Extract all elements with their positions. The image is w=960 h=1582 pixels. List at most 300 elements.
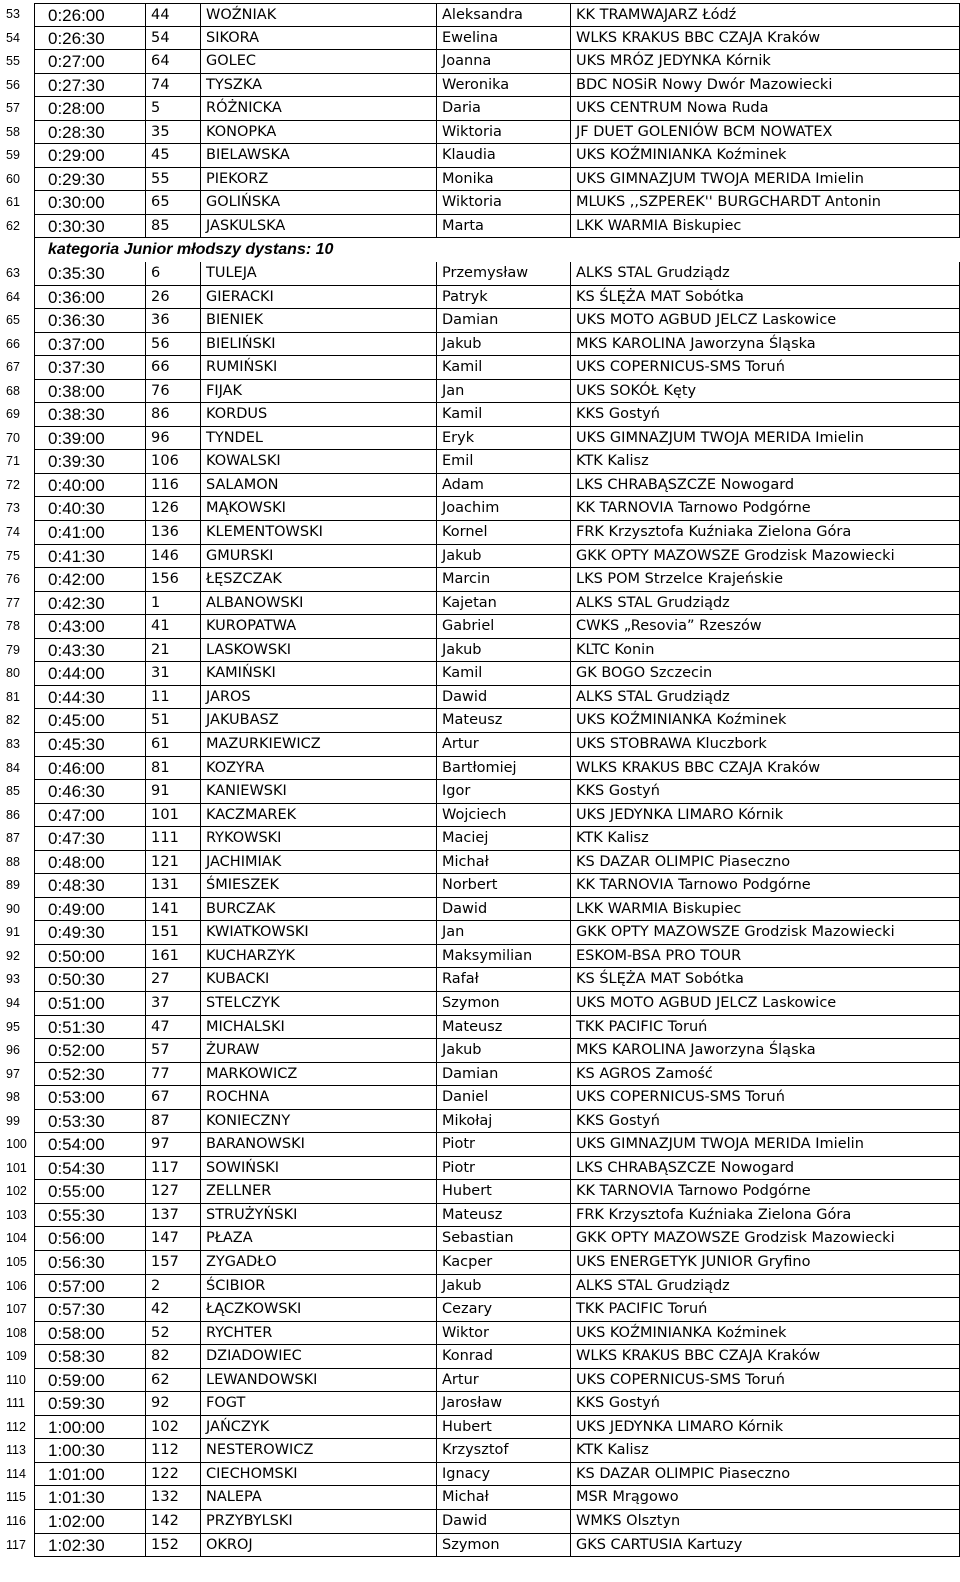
surname-cell: KUBACKI	[200, 968, 436, 991]
table-row	[0, 1486, 960, 1510]
row-cells	[34, 1110, 960, 1134]
table-row	[0, 1392, 960, 1416]
start-time-cell: 0:40:30	[48, 499, 105, 519]
bib-number-cell: 102	[145, 1416, 200, 1439]
start-time-cell: 0:49:30	[48, 923, 105, 943]
club-cell: GKS CARTUSIA Kartuzy	[570, 1534, 960, 1557]
start-time-cell: 0:37:30	[48, 358, 105, 378]
club-cell: KK TARNOVIA Tarnowo Podgórne	[570, 497, 960, 520]
row-cells	[34, 992, 960, 1016]
start-time-cell: 0:36:30	[48, 311, 105, 331]
row-number: 77	[6, 595, 20, 610]
row-cells	[34, 592, 960, 616]
row-number: 61	[6, 195, 20, 210]
bib-number-cell: 156	[145, 568, 200, 591]
surname-cell: MARKOWICZ	[200, 1063, 436, 1086]
surname-cell: JASKULSKA	[200, 215, 436, 238]
start-time-cell: 0:30:30	[48, 216, 105, 236]
row-cells	[34, 215, 960, 239]
bib-number-cell: 27	[145, 968, 200, 991]
surname-cell: ŚCIBIOR	[200, 1275, 436, 1298]
first-name-cell: Klaudia	[436, 144, 570, 167]
club-cell: TKK PACIFIC Toruń	[570, 1016, 960, 1039]
club-cell: UKS COPERNICUS-SMS Toruń	[570, 356, 960, 379]
row-cells	[34, 27, 960, 51]
start-time-cell: 0:38:00	[48, 381, 105, 401]
bib-number-cell: 85	[145, 215, 200, 238]
table-row	[0, 1204, 960, 1228]
club-cell: KS AGROS Zamość	[570, 1063, 960, 1086]
club-cell: MKS KAROLINA Jaworzyna Śląska	[570, 333, 960, 356]
surname-cell: KAMIŃSKI	[200, 662, 436, 685]
club-cell: KKS Gostyń	[570, 1110, 960, 1133]
club-cell: KTK Kalisz	[570, 827, 960, 850]
first-name-cell: Jakub	[436, 639, 570, 662]
first-name-cell: Hubert	[436, 1180, 570, 1203]
start-time-cell: 0:26:30	[48, 28, 105, 48]
row-cells	[34, 1486, 960, 1510]
bib-number-cell: 52	[145, 1322, 200, 1345]
club-cell: LKS CHRABĄSZCZE Nowogard	[570, 474, 960, 497]
first-name-cell: Sebastian	[436, 1227, 570, 1250]
row-number: 113	[6, 1443, 26, 1458]
surname-cell: KORDUS	[200, 403, 436, 426]
club-cell: UKS MRÓZ JEDYNKA Kórnik	[570, 50, 960, 73]
surname-cell: NESTEROWICZ	[200, 1439, 436, 1462]
row-number: 80	[6, 666, 20, 681]
row-number: 64	[6, 289, 20, 304]
row-cells	[34, 757, 960, 781]
surname-cell: KUROPATWA	[200, 615, 436, 638]
bib-number-cell: 106	[145, 450, 200, 473]
row-cells	[34, 144, 960, 168]
bib-number-cell: 54	[145, 27, 200, 50]
start-time-cell: 0:47:00	[48, 805, 105, 825]
club-cell: LKS POM Strzelce Krajeńskie	[570, 568, 960, 591]
club-cell: WMKS Olsztyn	[570, 1510, 960, 1533]
club-cell: ESKOM-BSA PRO TOUR	[570, 945, 960, 968]
bib-number-cell: 45	[145, 144, 200, 167]
first-name-cell: Jakub	[436, 333, 570, 356]
row-cells	[34, 1275, 960, 1299]
club-cell: KK TRAMWAJARZ Łódź	[570, 4, 960, 26]
row-number: 108	[6, 1325, 27, 1340]
club-cell: GKK OPTY MAZOWSZE Grodzisk Mazowiecki	[570, 545, 960, 568]
club-cell: GKK OPTY MAZOWSZE Grodzisk Mazowiecki	[570, 921, 960, 944]
bib-number-cell: 44	[145, 4, 200, 26]
table-row	[0, 1439, 960, 1463]
start-time-cell: 0:39:30	[48, 452, 105, 472]
row-cells	[34, 1439, 960, 1463]
rows-women	[0, 3, 960, 238]
row-number: 104	[6, 1231, 27, 1246]
table-row	[0, 1086, 960, 1110]
surname-cell: MICHALSKI	[200, 1016, 436, 1039]
table-row	[0, 191, 960, 215]
row-number: 66	[6, 336, 20, 351]
bib-number-cell: 51	[145, 709, 200, 732]
row-number: 85	[6, 784, 20, 799]
table-row	[0, 662, 960, 686]
first-name-cell: Mateusz	[436, 709, 570, 732]
table-row	[0, 3, 960, 27]
start-time-cell: 0:43:30	[48, 640, 105, 660]
first-name-cell: Dawid	[436, 898, 570, 921]
first-name-cell: Emil	[436, 450, 570, 473]
table-row	[0, 262, 960, 286]
surname-cell: LEWANDOWSKI	[200, 1369, 436, 1392]
row-number: 74	[6, 525, 20, 540]
bib-number-cell: 6	[145, 262, 200, 285]
first-name-cell: Joanna	[436, 50, 570, 73]
bib-number-cell: 67	[145, 1086, 200, 1109]
start-time-cell: 0:41:00	[48, 523, 105, 543]
start-time-cell: 0:47:30	[48, 829, 105, 849]
surname-cell: GOLEC	[200, 50, 436, 73]
rows-junior	[0, 262, 960, 1557]
table-row	[0, 1016, 960, 1040]
table-row	[0, 874, 960, 898]
row-number: 86	[6, 807, 20, 822]
bib-number-cell: 142	[145, 1510, 200, 1533]
first-name-cell: Adam	[436, 474, 570, 497]
first-name-cell: Ignacy	[436, 1463, 570, 1486]
category-label: kategoria Junior młodszy dystans: 10	[48, 241, 334, 259]
bib-number-cell: 122	[145, 1463, 200, 1486]
row-number: 75	[6, 548, 20, 563]
table-row	[0, 450, 960, 474]
surname-cell: KANIEWSKI	[200, 780, 436, 803]
table-row	[0, 709, 960, 733]
category-header-row	[0, 238, 960, 262]
start-time-cell: 0:29:00	[48, 146, 105, 166]
table-row	[0, 497, 960, 521]
first-name-cell: Jakub	[436, 1039, 570, 1062]
first-name-cell: Norbert	[436, 874, 570, 897]
start-time-cell: 0:29:30	[48, 169, 105, 189]
first-name-cell: Piotr	[436, 1133, 570, 1156]
row-number: 99	[6, 1113, 20, 1128]
row-cells	[34, 450, 960, 474]
surname-cell: WOŹNIAK	[200, 4, 436, 26]
surname-cell: SOWIŃSKI	[200, 1157, 436, 1180]
surname-cell: KONOPKA	[200, 121, 436, 144]
first-name-cell: Jakub	[436, 1275, 570, 1298]
row-cells	[34, 615, 960, 639]
surname-cell: ALBANOWSKI	[200, 592, 436, 615]
first-name-cell: Maciej	[436, 827, 570, 850]
row-cells	[34, 968, 960, 992]
surname-cell: KACZMAREK	[200, 804, 436, 827]
bib-number-cell: 157	[145, 1251, 200, 1274]
table-row	[0, 968, 960, 992]
table-row	[0, 1039, 960, 1063]
bib-number-cell: 92	[145, 1392, 200, 1415]
table-row	[0, 27, 960, 51]
bib-number-cell: 161	[145, 945, 200, 968]
bib-number-cell: 117	[145, 1157, 200, 1180]
club-cell: KTK Kalisz	[570, 1439, 960, 1462]
row-number: 82	[6, 713, 20, 728]
row-cells	[34, 1416, 960, 1440]
bib-number-cell: 81	[145, 757, 200, 780]
first-name-cell: Jarosław	[436, 1392, 570, 1415]
start-time-cell: 0:50:30	[48, 970, 105, 990]
first-name-cell: Kacper	[436, 1251, 570, 1274]
surname-cell: SIKORA	[200, 27, 436, 50]
first-name-cell: Maksymilian	[436, 945, 570, 968]
row-number: 68	[6, 383, 20, 398]
surname-cell: JAKUBASZ	[200, 709, 436, 732]
start-time-cell: 0:46:30	[48, 782, 105, 802]
bib-number-cell: 86	[145, 403, 200, 426]
club-cell: MKS KAROLINA Jaworzyna Śląska	[570, 1039, 960, 1062]
row-number: 97	[6, 1066, 20, 1081]
bib-number-cell: 136	[145, 521, 200, 544]
row-number: 91	[6, 925, 20, 940]
first-name-cell: Monika	[436, 168, 570, 191]
table-row	[0, 804, 960, 828]
start-time-cell: 0:59:00	[48, 1370, 105, 1390]
bib-number-cell: 37	[145, 992, 200, 1015]
row-cells	[34, 1039, 960, 1063]
table-row	[0, 1369, 960, 1393]
club-cell: KKS Gostyń	[570, 403, 960, 426]
start-time-cell: 0:52:00	[48, 1041, 105, 1061]
table-row	[0, 97, 960, 121]
start-time-cell: 0:27:30	[48, 75, 105, 95]
row-cells	[34, 521, 960, 545]
start-time-cell: 0:48:30	[48, 876, 105, 896]
club-cell: MLUKS ,,SZPEREK'' BURGCHARDT Antonin	[570, 191, 960, 214]
club-cell: LKS CHRABĄSZCZE Nowogard	[570, 1157, 960, 1180]
club-cell: WLKS KRAKUS BBC CZAJA Kraków	[570, 27, 960, 50]
table-row	[0, 1298, 960, 1322]
table-row	[0, 615, 960, 639]
club-cell: UKS MOTO AGBUD JELCZ Laskowice	[570, 992, 960, 1015]
first-name-cell: Mateusz	[436, 1016, 570, 1039]
first-name-cell: Dawid	[436, 1510, 570, 1533]
first-name-cell: Jan	[436, 380, 570, 403]
row-cells	[34, 1534, 960, 1558]
row-number: 84	[6, 760, 20, 775]
table-row	[0, 757, 960, 781]
row-cells	[34, 1157, 960, 1181]
table-row	[0, 1180, 960, 1204]
club-cell: WLKS KRAKUS BBC CZAJA Kraków	[570, 757, 960, 780]
table-row	[0, 686, 960, 710]
first-name-cell: Artur	[436, 733, 570, 756]
row-number: 81	[6, 689, 20, 704]
row-number: 59	[6, 148, 20, 163]
table-row	[0, 474, 960, 498]
row-number: 112	[6, 1419, 26, 1434]
first-name-cell: Damian	[436, 309, 570, 332]
surname-cell: STRUŻYŃSKI	[200, 1204, 436, 1227]
row-number: 88	[6, 854, 20, 869]
row-number: 98	[6, 1090, 20, 1105]
first-name-cell: Kajetan	[436, 592, 570, 615]
start-time-cell: 0:59:30	[48, 1394, 105, 1414]
row-cells	[34, 686, 960, 710]
start-list-sheet	[0, 3, 960, 1557]
start-time-cell: 0:54:00	[48, 1135, 105, 1155]
first-name-cell: Damian	[436, 1063, 570, 1086]
table-row	[0, 851, 960, 875]
row-number: 106	[6, 1278, 27, 1293]
row-number: 90	[6, 901, 20, 916]
club-cell: UKS COPERNICUS-SMS Toruń	[570, 1086, 960, 1109]
row-number: 71	[6, 454, 20, 469]
table-row	[0, 1416, 960, 1440]
bib-number-cell: 77	[145, 1063, 200, 1086]
surname-cell: NALEPA	[200, 1486, 436, 1509]
table-row	[0, 1133, 960, 1157]
start-time-cell: 0:35:30	[48, 264, 105, 284]
first-name-cell: Michał	[436, 1486, 570, 1509]
first-name-cell: Wiktor	[436, 1322, 570, 1345]
surname-cell: MAZURKIEWICZ	[200, 733, 436, 756]
club-cell: ALKS STAL Grudziądz	[570, 686, 960, 709]
start-time-cell: 0:42:30	[48, 593, 105, 613]
surname-cell: ŁĘSZCZAK	[200, 568, 436, 591]
start-time-cell: 0:52:30	[48, 1064, 105, 1084]
start-time-cell: 0:46:00	[48, 758, 105, 778]
club-cell: ALKS STAL Grudziądz	[570, 262, 960, 285]
row-number: 105	[6, 1254, 27, 1269]
bib-number-cell: 41	[145, 615, 200, 638]
row-cells	[34, 1204, 960, 1228]
table-row	[0, 827, 960, 851]
bib-number-cell: 36	[145, 309, 200, 332]
row-number: 70	[6, 430, 20, 445]
row-cells	[34, 1369, 960, 1393]
table-row	[0, 521, 960, 545]
start-time-cell: 0:41:30	[48, 546, 105, 566]
club-cell: KKS Gostyń	[570, 780, 960, 803]
start-time-cell: 0:51:00	[48, 993, 105, 1013]
club-cell: UKS COPERNICUS-SMS Toruń	[570, 1369, 960, 1392]
club-cell: UKS JEDYNKA LIMARO Kórnik	[570, 804, 960, 827]
table-row	[0, 921, 960, 945]
table-row	[0, 427, 960, 451]
row-number: 78	[6, 619, 20, 634]
table-row	[0, 945, 960, 969]
bib-number-cell: 62	[145, 1369, 200, 1392]
row-number: 60	[6, 171, 20, 186]
start-time-cell: 0:48:00	[48, 852, 105, 872]
bib-number-cell: 2	[145, 1275, 200, 1298]
row-cells	[34, 1463, 960, 1487]
row-number: 115	[6, 1490, 26, 1505]
first-name-cell: Cezary	[436, 1298, 570, 1321]
table-row	[0, 356, 960, 380]
row-number: 73	[6, 501, 20, 516]
start-time-cell: 0:54:30	[48, 1158, 105, 1178]
bib-number-cell: 96	[145, 427, 200, 450]
row-number: 107	[6, 1302, 27, 1317]
start-time-cell: 1:02:30	[48, 1535, 105, 1555]
bib-number-cell: 132	[145, 1486, 200, 1509]
start-time-cell: 0:45:30	[48, 734, 105, 754]
start-time-cell: 1:02:00	[48, 1512, 105, 1531]
row-cells	[34, 333, 960, 357]
first-name-cell: Kamil	[436, 403, 570, 426]
surname-cell: KWIATKOWSKI	[200, 921, 436, 944]
row-number	[0, 238, 34, 262]
table-row	[0, 1110, 960, 1134]
row-cells	[34, 191, 960, 215]
bib-number-cell: 1	[145, 592, 200, 615]
club-cell: KS DAZAR OLIMPIC Piaseczno	[570, 851, 960, 874]
table-row	[0, 1227, 960, 1251]
club-cell: UKS KOŹMINIANKA Koźminek	[570, 709, 960, 732]
club-cell: GKK OPTY MAZOWSZE Grodzisk Mazowiecki	[570, 1227, 960, 1250]
row-number: 65	[6, 313, 20, 328]
table-row	[0, 215, 960, 239]
first-name-cell: Dawid	[436, 686, 570, 709]
row-cells	[34, 1227, 960, 1251]
row-cells	[34, 1133, 960, 1157]
row-cells	[34, 1016, 960, 1040]
surname-cell: BURCZAK	[200, 898, 436, 921]
club-cell: UKS CENTRUM Nowa Ruda	[570, 97, 960, 120]
first-name-cell: Hubert	[436, 1416, 570, 1439]
bib-number-cell: 121	[145, 851, 200, 874]
surname-cell: KONIECZNY	[200, 1110, 436, 1133]
start-time-cell: 1:01:30	[48, 1488, 105, 1508]
club-cell: BDC NOSiR Nowy Dwór Mazowiecki	[570, 74, 960, 97]
row-number: 56	[6, 77, 20, 92]
first-name-cell: Gabriel	[436, 615, 570, 638]
bib-number-cell: 91	[145, 780, 200, 803]
bib-number-cell: 97	[145, 1133, 200, 1156]
bib-number-cell: 141	[145, 898, 200, 921]
bib-number-cell: 31	[145, 662, 200, 685]
club-cell: KS DAZAR OLIMPIC Piaseczno	[570, 1463, 960, 1486]
surname-cell: TYSZKA	[200, 74, 436, 97]
row-cells	[34, 3, 960, 27]
row-cells	[34, 945, 960, 969]
bib-number-cell: 21	[145, 639, 200, 662]
surname-cell: ŁĄCZKOWSKI	[200, 1298, 436, 1321]
surname-cell: PIEKORZ	[200, 168, 436, 191]
surname-cell: RUMIŃSKI	[200, 356, 436, 379]
start-time-cell: 0:50:00	[48, 946, 105, 966]
first-name-cell: Szymon	[436, 992, 570, 1015]
surname-cell: STELCZYK	[200, 992, 436, 1015]
start-time-cell: 0:58:00	[48, 1323, 105, 1343]
club-cell: KK TARNOVIA Tarnowo Podgórne	[570, 874, 960, 897]
bib-number-cell: 76	[145, 380, 200, 403]
first-name-cell: Jan	[436, 921, 570, 944]
bib-number-cell: 11	[145, 686, 200, 709]
table-row	[0, 380, 960, 404]
club-cell: FRK Krzysztofa Kuźniaka Zielona Góra	[570, 1204, 960, 1227]
bib-number-cell: 101	[145, 804, 200, 827]
club-cell: GK BOGO Szczecin	[570, 662, 960, 685]
start-time-cell: 0:28:30	[48, 122, 105, 142]
club-cell: UKS JEDYNKA LIMARO Kórnik	[570, 1416, 960, 1439]
bib-number-cell: 57	[145, 1039, 200, 1062]
row-cells	[34, 898, 960, 922]
surname-cell: MĄKOWSKI	[200, 497, 436, 520]
row-number: 79	[6, 642, 20, 657]
row-number: 109	[6, 1349, 27, 1364]
row-number: 55	[6, 54, 20, 69]
bib-number-cell: 61	[145, 733, 200, 756]
surname-cell: ZELLNER	[200, 1180, 436, 1203]
